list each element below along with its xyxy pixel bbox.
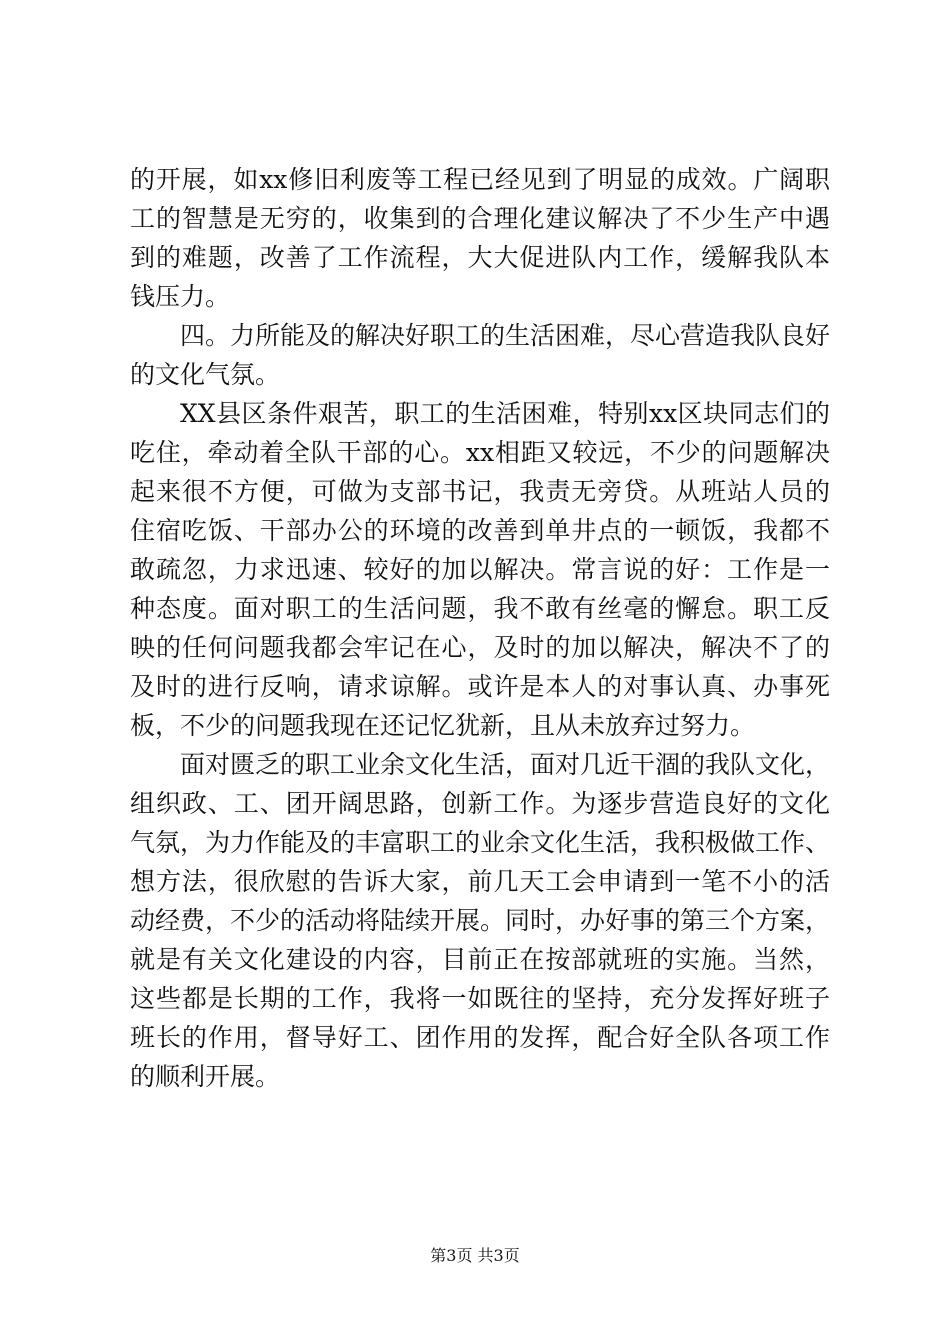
text-line: 组织政、工、团开阔思路，创新工作。为逐步营造良好的文化 xyxy=(130,789,830,818)
text-line: 动经费，不少的活动将陆续开展。同时，办好事的第三个方案， xyxy=(130,906,830,935)
text-line: 种态度。面对职工的生活问题，我不敢有丝毫的懈怠。职工反 xyxy=(130,594,830,623)
text-line: 面对匮乏的职工业余文化生活，面对几近干涸的我队文化， xyxy=(180,750,830,779)
text-line: 气氛，为力作能及的丰富职工的业余文化生活，我积极做工作、 xyxy=(130,828,830,857)
text-line: 就是有关文化建设的内容，目前正在按部就班的实施。当然， xyxy=(130,945,830,974)
text-line: 到的难题，改善了工作流程，大大促进队内工作，缓解我队本 xyxy=(130,243,830,272)
text-line: 起来很不方便，可做为支部书记，我责无旁贷。从班站人员的 xyxy=(130,477,830,506)
text-line: 想方法，很欣慰的告诉大家，前几天工会申请到一笔不小的活 xyxy=(130,867,830,896)
page-footer: 第3页 共3页 xyxy=(430,1246,520,1265)
text-line: 吃住，牵动着全队干部的心。xx相距又较远，不少的问题解决 xyxy=(130,438,830,467)
document-body xyxy=(130,160,830,1096)
text-line: 板，不少的问题我现在还记忆犹新，且从未放弃过努力。 xyxy=(130,711,756,740)
text-line: 映的任何问题我都会牢记在心，及时的加以解决，解决不了的 xyxy=(130,633,830,662)
text-line: 工的智慧是无穷的，收集到的合理化建议解决了不少生产中遇 xyxy=(130,204,830,233)
text-line: 的文化气氛。 xyxy=(130,360,281,389)
text-line: 住宿吃饭、干部办公的环境的改善到单井点的一顿饭，我都不 xyxy=(130,516,830,545)
text-line: 敢疏忽，力求迅速、较好的加以解决。常言说的好：工作是一 xyxy=(130,555,830,584)
text-line: 钱压力。 xyxy=(130,282,231,311)
text-line: 的开展，如xx修旧利废等工程已经见到了明显的成效。广阔职 xyxy=(130,165,830,194)
text-line: 这些都是长期的工作，我将一如既往的坚持，充分发挥好班子 xyxy=(130,984,830,1013)
text-line: 班长的作用，督导好工、团作用的发挥，配合好全队各项工作 xyxy=(130,1023,830,1052)
text-line: XX县区条件艰苦，职工的生活困难，特别xx区块同志们的 xyxy=(180,399,830,428)
text-line: 四。力所能及的解决好职工的生活困难，尽心营造我队良好 xyxy=(180,321,830,350)
text-line: 的顺利开展。 xyxy=(130,1062,281,1091)
text-line: 及时的进行反响，请求谅解。或许是本人的对事认真、办事死 xyxy=(130,672,830,701)
